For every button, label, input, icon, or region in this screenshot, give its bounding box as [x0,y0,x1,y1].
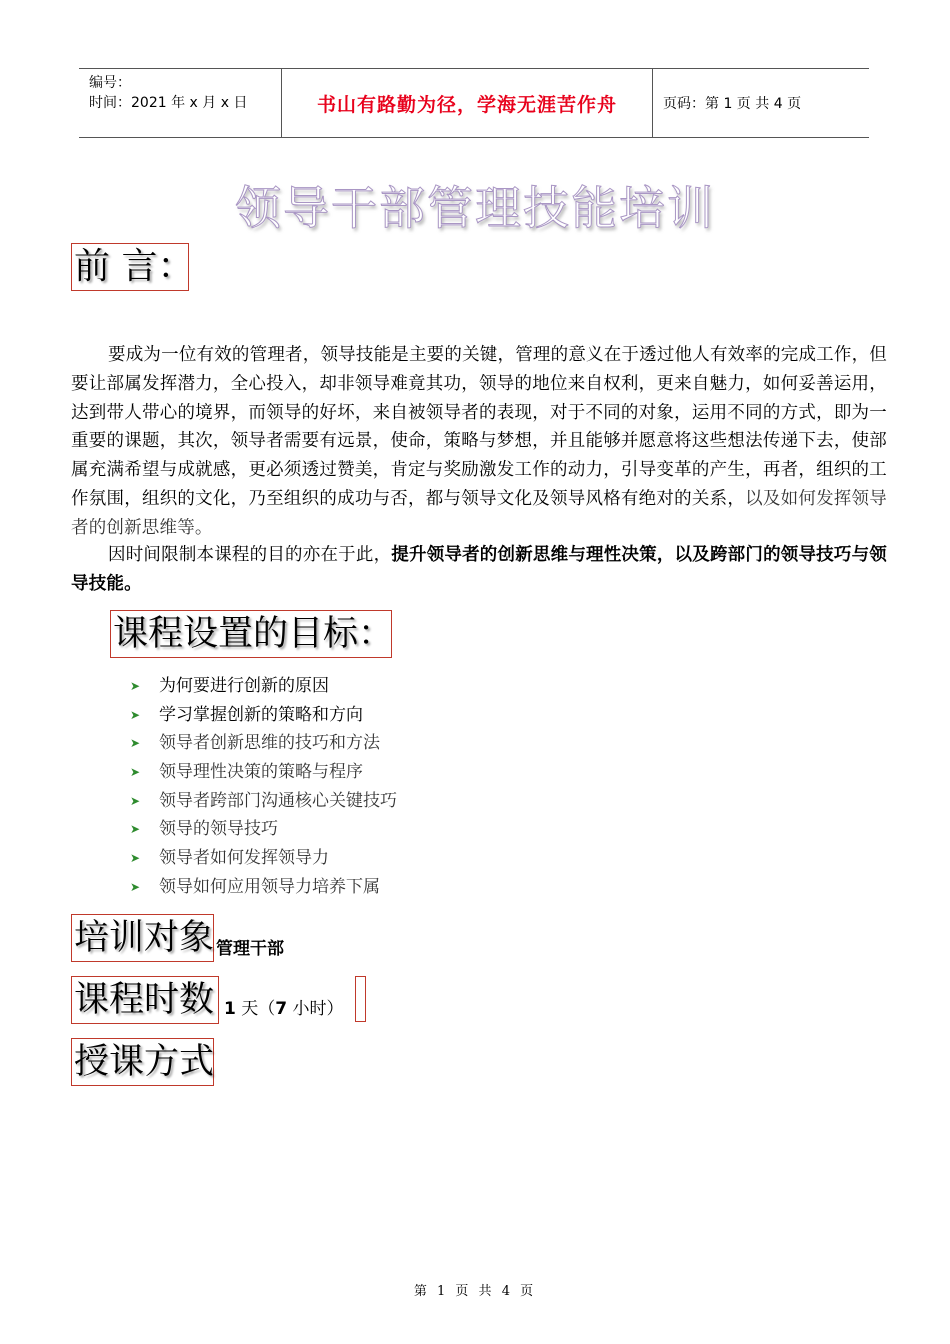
preface-paragraph-2-bold: 提升领导者的创新思维与理性决策，以及跨部门的领导技巧与领导技能。 [71,545,887,594]
page-header [79,68,869,138]
number-label: 编号： [89,75,131,91]
arrow-bullet-icon: ➤ [130,679,141,693]
method-heading: 授课方式 [71,1038,214,1086]
empty-field-box [355,976,366,1022]
list-item: ➤ 为何要进行创新的原因 [130,672,397,701]
time-label: 时间：2021 年 x 月 x 日 [89,95,248,111]
preface-paragraph-2 [71,541,887,599]
preface-paragraph-1 [71,341,887,543]
list-item: ➤ 领导者如何发挥领导力 [130,844,397,873]
goals-heading: 课程设置的目标： [110,610,392,658]
list-item: ➤ 领导者跨部门沟通核心关键技巧 [130,787,397,816]
list-item: ➤ 领导如何应用领导力培养下属 [130,873,397,902]
arrow-bullet-icon: ➤ [130,793,141,808]
audience-heading: 培训对象 [71,914,214,962]
preface-paragraph-1-main: 要成为一位有效的管理者，领导技能是主要的关键，管理的意义在于透过他人有效率的完成工作，但要让部属发挥潜力，全心投入，却非领导难竟其功，领导的地位来自权利，更来自魅力，如何妥善运用，达到带人带心的境界，而领导的好坏，来自被领导者的表现，对于不同的对象，运用不同的方式，即为一重要的课题，其次，领导者需要有远景，使命，策略与梦想，并且能够并愿意将这些想法传递下去，使部属充满希望与成就感，更必须透过赞美，肯定与奖励激发工作的动力，引导变革的产生，再者，组织的工作氛围，组织的文化，乃至组织的成功与否，都与领导文化及领导风格有绝对的关系， [71,345,887,509]
preface-paragraph-2-main: 因时间限制本课程的目的亦在于此， [108,545,392,565]
page-info: 页码：第 1 页 共 4 页 [663,96,802,112]
list-item: ➤ 学习掌握创新的策略和方向 [130,701,397,730]
list-item: ➤ 领导的领导技巧 [130,815,397,844]
arrow-bullet-icon: ➤ [130,879,141,894]
arrow-bullet-icon: ➤ [130,851,141,866]
arrow-bullet-icon: ➤ [130,765,141,780]
arrow-bullet-icon: ➤ [130,736,141,751]
motto: 书山有路勤为径，学海无涯苦作舟 [316,93,617,116]
arrow-bullet-icon: ➤ [130,822,141,837]
goals-list [130,672,397,902]
header-motto-cell [281,69,653,137]
header-page-info [653,69,869,137]
page-footer: 第 1 页 共 4 页 [413,1284,537,1299]
document-title: 领导干部管理技能培训 [235,181,715,235]
hours-value: 1 天（7 小时） [224,999,344,1019]
hours-heading: 课程时数 [71,976,219,1024]
header-meta [79,69,281,137]
arrow-bullet-icon: ➤ [130,707,141,722]
preface-paragraph-1-tail: 以及如何发挥领导者的创新思维等。 [71,488,887,538]
preface-heading: 前 言： [71,243,189,291]
list-item: ➤ 领导者创新思维的技巧和方法 [130,729,397,758]
audience-value: 管理干部 [216,939,284,959]
list-item: ➤ 领导理性决策的策略与程序 [130,758,397,787]
